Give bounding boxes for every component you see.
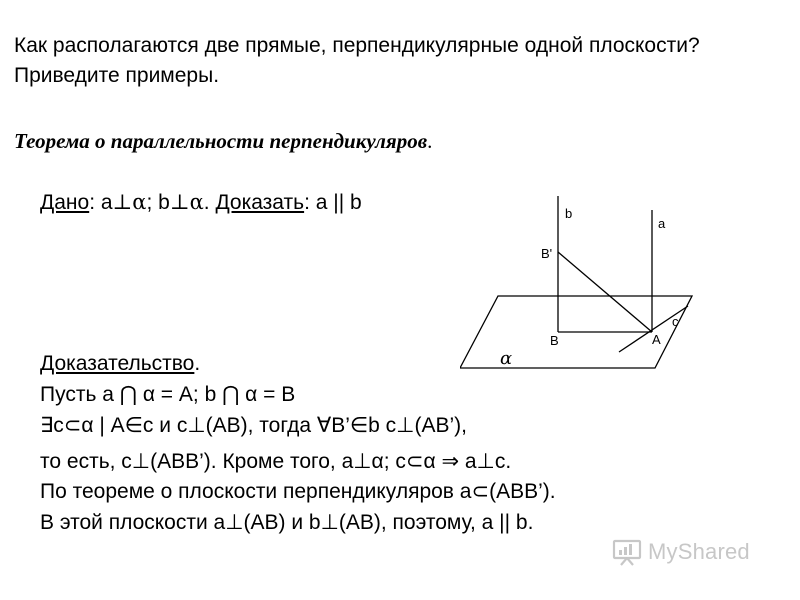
proof-line-3: то есть, c⊥(ABB’). Кроме того, a⊥α; c⊂α ⇒ a⊥c.: [40, 450, 512, 473]
theorem-title-text: Теорема о параллельности перпендикуляров: [14, 129, 428, 153]
question-line-1: Как располагаются две прямые, перпендикулярные одной плоскости?: [14, 34, 700, 57]
given-end: .: [203, 191, 216, 214]
label-a: a: [658, 216, 666, 231]
proof-title-dot: .: [194, 352, 201, 375]
given-statement: [40, 190, 362, 215]
myshared-logo: [612, 538, 750, 566]
given-sep: ;: [146, 191, 159, 214]
segment-BprimeA: [558, 252, 652, 332]
proof-title-text: Доказательство: [40, 352, 195, 375]
proof-line-2: ∃c⊂α | A∈c и c⊥(AB), тогда ∀B’∈b c⊥(AB’),: [40, 414, 467, 437]
given-label: Дано: [40, 191, 90, 214]
alpha-symbol-1: α: [132, 190, 147, 214]
label-c: c: [672, 314, 679, 329]
alpha-symbol-2: α: [189, 190, 204, 214]
proof-line-1: Пусть a ⋂ α = A; b ⋂ α = B: [40, 383, 296, 406]
presentation-icon: [612, 538, 642, 566]
proof-line-5: В этой плоскости a⊥(AB) и b⊥(AB), поэтому, a || b.: [40, 511, 534, 534]
perp-symbol-2: ⊥: [169, 190, 190, 214]
given-colon: :: [89, 191, 101, 214]
prove-label: Доказать: [215, 191, 305, 214]
question-line-2: Приведите примеры.: [14, 64, 220, 87]
watermark-text: MyShared: [648, 539, 750, 564]
prove-text: : a || b: [304, 191, 362, 214]
label-b: b: [565, 206, 573, 221]
geometry-diagram: [460, 192, 700, 378]
proof-title: [40, 352, 200, 376]
proof-line-4: По теореме о плоскости перпендикуляров a⊂(ABB’).: [40, 480, 556, 503]
label-bprime: B': [541, 246, 553, 261]
given-a: a: [100, 191, 113, 214]
label-A: A: [652, 332, 661, 347]
label-B: B: [550, 333, 559, 348]
theorem-title: [14, 129, 432, 154]
given-b: b: [158, 191, 170, 214]
theorem-title-dot: .: [427, 129, 433, 153]
perp-symbol-1: ⊥: [112, 190, 133, 214]
label-alpha: α: [500, 348, 513, 369]
